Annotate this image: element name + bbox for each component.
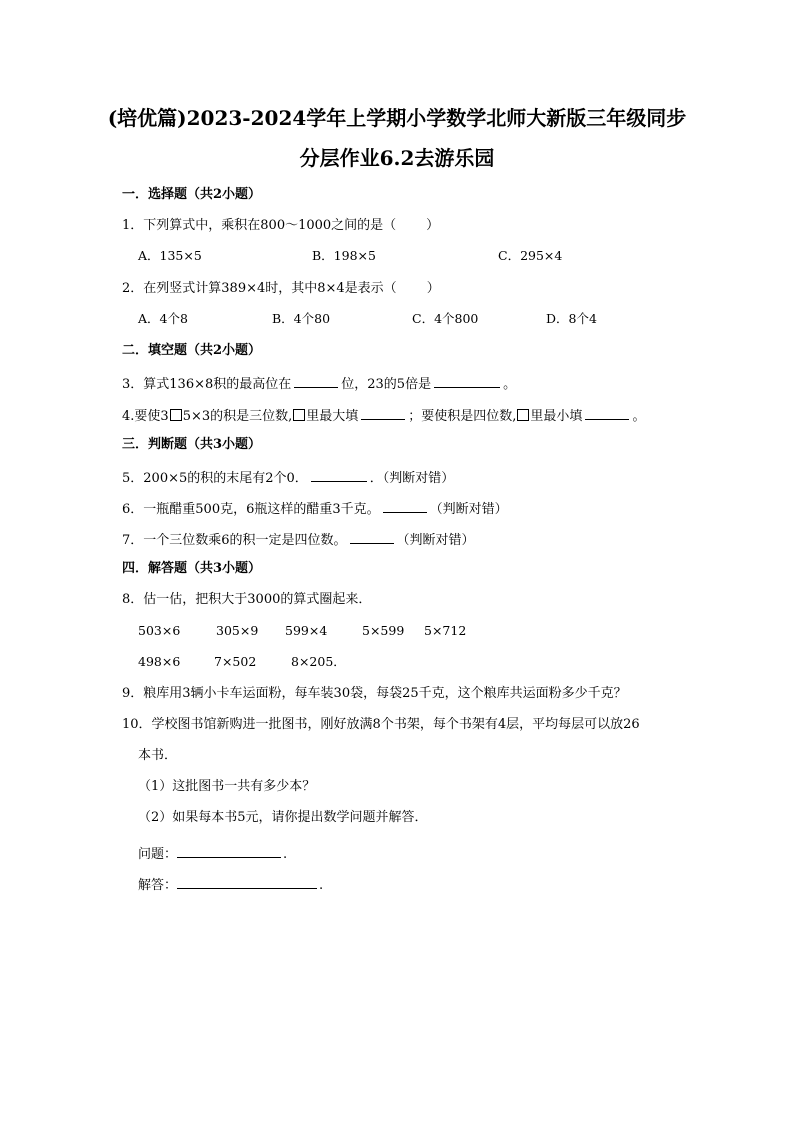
box-symbol <box>293 409 305 421</box>
q8-expression[interactable]: 5×712 <box>424 623 467 638</box>
question-4-part-b: 5×3的积是三位数, <box>182 409 293 424</box>
question-10-part-2: （2）如果每本书5元，请你提出数学问题并解答． <box>138 810 428 825</box>
answer-blank[interactable] <box>585 407 629 420</box>
section-heading-choice: 一．选择题（共2小题） <box>122 187 262 202</box>
answer-blank[interactable] <box>434 375 500 388</box>
question-input-line[interactable] <box>177 845 281 858</box>
question-4-part-e: 里最小填 <box>530 409 583 424</box>
question-4-part-d: ；要使积是四位数, <box>408 409 517 424</box>
question-10-line-1: 10．学校图书馆新购进一批图书，刚好放满8个书架，每个书架有4层，平均每层可以放26 <box>122 717 640 732</box>
q2-option-b[interactable]: B．4个80 <box>272 311 331 326</box>
question-1 <box>122 219 439 232</box>
question-1-stem: 1．下列算式中，乘积在800～1000之间的是（ <box>122 218 397 233</box>
question-3-part-a: 3．算式136×8积的最高位在 <box>122 377 292 392</box>
line-end: . <box>319 878 324 893</box>
line-end: . <box>283 847 288 862</box>
close-paren: ） <box>426 281 440 296</box>
question-8-stem: 8．估一估，把积大于3000的算式圈起来． <box>122 592 372 607</box>
q8-expression[interactable]: 7×502 <box>214 654 257 669</box>
q8-expression[interactable]: 8×205． <box>291 654 346 669</box>
box-symbol <box>170 409 182 421</box>
q1-option-b[interactable]: B．198×5 <box>312 248 376 263</box>
question-5-stem: 5．200×5的积的末尾有2个0． <box>122 471 308 486</box>
q1-option-a[interactable]: A．135×5 <box>138 248 202 263</box>
question-9: 9．粮库用3辆小卡车运面粉，每车装30袋，每袋25千克，这个粮库共运面粉多少千克？ <box>122 686 627 701</box>
q1-option-c[interactable]: C．295×4 <box>498 248 563 263</box>
question-7-stem: 7．一个三位数乘6的积一定是四位数。 <box>122 533 347 548</box>
box-symbol <box>517 409 529 421</box>
q8-expression[interactable]: 498×6 <box>138 654 181 669</box>
answer-blank[interactable] <box>350 531 394 544</box>
q8-expression[interactable]: 305×9 <box>216 623 259 638</box>
section-heading-solve: 四．解答题（共3小题） <box>122 561 262 576</box>
q8-expression[interactable]: 5×599 <box>362 623 405 638</box>
answer-field-row <box>138 876 323 892</box>
question-2 <box>122 282 440 295</box>
question-3-part-b: 位，23的5倍是 <box>341 377 432 392</box>
answer-blank[interactable] <box>311 469 367 482</box>
answer-label: 解答： <box>138 878 178 893</box>
section-heading-fill: 二．填空题（共2小题） <box>122 343 262 358</box>
question-4 <box>122 407 645 423</box>
q2-option-c[interactable]: C．4个800 <box>412 311 479 326</box>
q2-option-d[interactable]: D．8个4 <box>546 311 597 326</box>
q8-expression[interactable]: 503×6 <box>138 623 181 638</box>
title-line-2: 分层作业6.2去游乐园 <box>299 146 495 170</box>
q2-option-a[interactable]: A．4个8 <box>138 311 188 326</box>
title-line-1: (培优篇)2023-2024学年上学期小学数学北师大新版三年级同步 <box>107 106 687 130</box>
question-10-part-1: （1）这批图书一共有多少本？ <box>138 779 316 794</box>
question-6 <box>122 500 508 516</box>
question-4-end: 。 <box>632 409 646 424</box>
answer-blank[interactable] <box>294 375 338 388</box>
close-paren: ） <box>426 218 440 233</box>
question-2-stem: 2．在列竖式计算389×4时，其中8×4是表示（ <box>122 281 397 296</box>
question-10-line-2: 本书． <box>138 748 178 763</box>
q8-expression[interactable]: 599×4 <box>285 623 328 638</box>
judge-hint: （判断对错） <box>429 502 508 517</box>
question-3 <box>122 375 516 391</box>
answer-input-line[interactable] <box>177 876 317 889</box>
answer-blank[interactable] <box>383 500 427 513</box>
question-3-end: 。 <box>503 377 517 392</box>
judge-hint: （判断对错） <box>396 533 475 548</box>
judge-hint: ．（判断对错） <box>369 471 455 486</box>
question-6-stem: 6．一瓶醋重500克，6瓶这样的醋重3千克。 <box>122 502 380 517</box>
answer-blank[interactable] <box>361 407 405 420</box>
question-label: 问题： <box>138 847 178 862</box>
section-heading-judge: 三．判断题（共3小题） <box>122 437 262 452</box>
question-4-part-a: 4.要使3 <box>122 409 169 424</box>
question-4-part-c: 里最大填 <box>306 409 359 424</box>
question-field-row <box>138 845 287 861</box>
question-7 <box>122 531 475 547</box>
question-5 <box>122 469 454 485</box>
